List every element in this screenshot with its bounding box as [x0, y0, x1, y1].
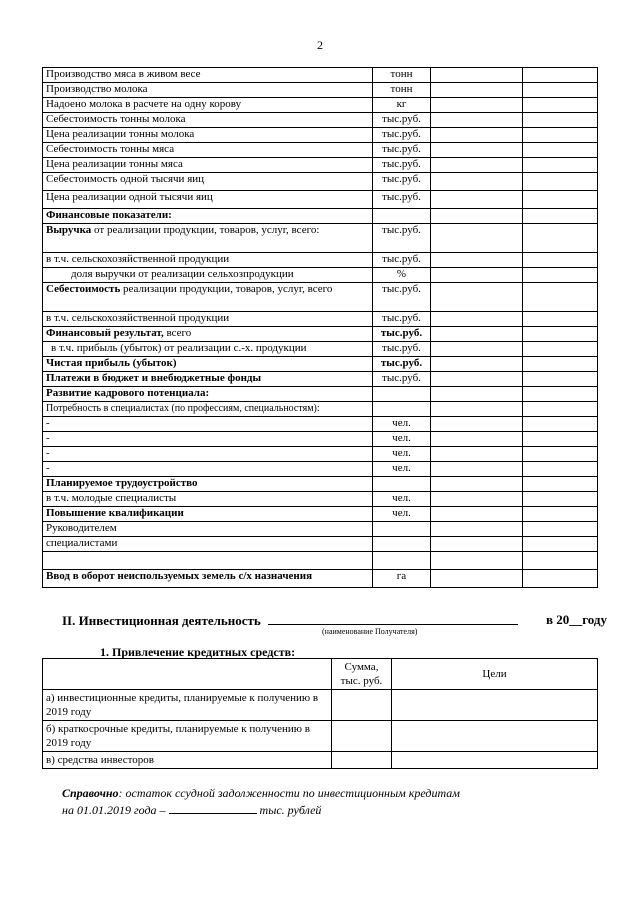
unit-cell: тыс.руб. [373, 357, 431, 372]
indicator-label: Планируемое трудоустройство [43, 477, 373, 492]
value-cell[interactable] [431, 68, 523, 83]
value-cell[interactable] [431, 447, 523, 462]
table-row [43, 477, 598, 492]
page-number: 2 [317, 38, 323, 52]
value-cell[interactable] [523, 387, 598, 402]
table-row [43, 209, 598, 224]
indicator-label: Выручка от реализации продукции, товаров, услуг, всего: [43, 224, 373, 253]
unit-cell: тыс.руб. [373, 342, 431, 357]
table-row [43, 224, 598, 253]
value-cell[interactable] [431, 357, 523, 372]
value-cell[interactable] [431, 83, 523, 98]
credit-row-label: а) инвестиционные кредиты, планируемые к получению в 2019 году [43, 690, 332, 721]
value-cell[interactable] [523, 417, 598, 432]
indicator-label: Цена реализации одной тысячи яиц [43, 191, 373, 209]
indicator-label: Ввод в оборот неиспользуемых земель с/х назначения [43, 570, 373, 588]
recipient-name-blank[interactable] [268, 612, 518, 625]
credit-heading: 1. Привлечение кредитных средств: [100, 645, 296, 659]
credit-goals-cell[interactable] [392, 721, 598, 752]
value-cell[interactable] [431, 283, 523, 312]
unit-cell: чел. [373, 507, 431, 522]
value-cell[interactable] [523, 447, 598, 462]
value-cell[interactable] [431, 128, 523, 143]
unit-cell: тыс.руб. [373, 372, 431, 387]
table-row [43, 507, 598, 522]
value-cell[interactable] [523, 209, 598, 224]
unit-cell: тыс.руб. [373, 128, 431, 143]
value-cell[interactable] [523, 372, 598, 387]
indicator-label: - [43, 447, 373, 462]
table-row [43, 432, 598, 447]
value-cell[interactable] [523, 522, 598, 537]
value-cell[interactable] [431, 402, 523, 417]
credit-sum-cell[interactable] [332, 690, 392, 721]
value-cell[interactable] [431, 253, 523, 268]
value-cell[interactable] [431, 507, 523, 522]
indicator-label: Себестоимость тонны мяса [43, 143, 373, 158]
unit-cell: га [373, 570, 431, 588]
investment-year: в 20__году [545, 612, 607, 627]
value-cell[interactable] [431, 312, 523, 327]
indicator-label: специалистами [43, 537, 373, 552]
value-cell[interactable] [523, 357, 598, 372]
table-row [43, 357, 598, 372]
indicator-label: Цена реализации тонны мяса [43, 158, 373, 173]
value-cell[interactable] [523, 68, 598, 83]
unit-cell: тыс.руб. [373, 283, 431, 312]
value-cell[interactable] [431, 387, 523, 402]
unit-cell: тыс.руб. [373, 158, 431, 173]
debt-amount-blank[interactable] [169, 802, 257, 814]
value-cell[interactable] [431, 224, 523, 253]
unit-cell: тыс.руб. [373, 327, 431, 342]
table-row [43, 342, 598, 357]
value-cell[interactable] [431, 417, 523, 432]
unit-cell [373, 552, 431, 570]
table-row [43, 158, 598, 173]
table-row [43, 417, 598, 432]
value-cell[interactable] [431, 143, 523, 158]
table-row [43, 83, 598, 98]
unit-cell: кг [373, 98, 431, 113]
indicator-label: Надоено молока в расчете на одну корову [43, 98, 373, 113]
credit-header-empty [43, 659, 332, 690]
indicator-label: Платежи в бюджет и внебюджетные фонды [43, 372, 373, 387]
table-row [43, 522, 598, 537]
value-cell[interactable] [523, 462, 598, 477]
table-row [43, 327, 598, 342]
credit-sum-cell[interactable] [332, 752, 392, 769]
unit-cell: чел. [373, 417, 431, 432]
unit-cell [373, 209, 431, 224]
table-row [43, 387, 598, 402]
table-row [43, 570, 598, 588]
value-cell[interactable] [523, 191, 598, 209]
value-cell[interactable] [523, 342, 598, 357]
value-cell[interactable] [431, 173, 523, 191]
indicator-label: Финансовый результат, всего [43, 327, 373, 342]
value-cell[interactable] [523, 128, 598, 143]
value-cell[interactable] [523, 477, 598, 492]
value-cell[interactable] [431, 113, 523, 128]
table-row [43, 68, 598, 83]
value-cell[interactable] [431, 268, 523, 283]
value-cell[interactable] [431, 372, 523, 387]
unit-cell: тыс.руб. [373, 173, 431, 191]
unit-cell [373, 537, 431, 552]
unit-cell: тонн [373, 68, 431, 83]
indicator-label: Производство мяса в живом весе [43, 68, 373, 83]
value-cell[interactable] [523, 402, 598, 417]
indicator-label: Развитие кадрового потенциала: [43, 387, 373, 402]
value-cell[interactable] [523, 537, 598, 552]
value-cell[interactable] [431, 158, 523, 173]
value-cell[interactable] [431, 570, 523, 588]
table-row [43, 492, 598, 507]
value-cell[interactable] [431, 209, 523, 224]
unit-cell: тонн [373, 83, 431, 98]
value-cell[interactable] [523, 158, 598, 173]
investment-title-text: II. Инвестиционная деятельность [62, 613, 261, 628]
table-row [43, 143, 598, 158]
value-cell[interactable] [431, 327, 523, 342]
unit-cell: тыс.руб. [373, 312, 431, 327]
unit-cell: тыс.руб. [373, 253, 431, 268]
reference-text-3: тыс. рублей [259, 803, 322, 817]
indicator-label: Чистая прибыль (убыток) [43, 357, 373, 372]
table-row [43, 312, 598, 327]
indicator-label: Потребность в специалистах (по профессиям, специальностям): [43, 402, 373, 417]
table-row [43, 128, 598, 143]
indicator-label: в т.ч. молодые специалисты [43, 492, 373, 507]
unit-cell: чел. [373, 447, 431, 462]
credit-goals-cell[interactable] [392, 752, 598, 769]
credit-row-label: в) средства инвесторов [43, 752, 332, 769]
credit-goals-cell[interactable] [392, 690, 598, 721]
table-row [43, 402, 598, 417]
indicator-label: - [43, 462, 373, 477]
unit-cell: чел. [373, 492, 431, 507]
reference-label: Справочно [62, 786, 119, 800]
indicator-label [43, 552, 373, 570]
value-cell[interactable] [523, 83, 598, 98]
value-cell[interactable] [431, 432, 523, 447]
indicator-label: Повышение квалификации [43, 507, 373, 522]
table-row [43, 537, 598, 552]
unit-cell [373, 477, 431, 492]
table-row [43, 552, 598, 570]
value-cell[interactable] [431, 537, 523, 552]
table-row [43, 173, 598, 191]
unit-cell: чел. [373, 462, 431, 477]
value-cell[interactable] [523, 570, 598, 588]
value-cell[interactable] [523, 113, 598, 128]
table-row [43, 283, 598, 312]
unit-cell [373, 387, 431, 402]
table-row [43, 462, 598, 477]
indicator-label: доля выручки от реализации сельхозпродукции [43, 268, 373, 283]
value-cell[interactable] [431, 191, 523, 209]
table-row [43, 113, 598, 128]
reference-text-1: : остаток ссудной задолженности по инвестиционным кредитам [118, 786, 460, 800]
value-cell[interactable] [523, 143, 598, 158]
credit-header-goals: Цели [392, 659, 598, 690]
unit-cell: чел. [373, 432, 431, 447]
table-row [43, 191, 598, 209]
indicator-label: Руководителем [43, 522, 373, 537]
indicator-label: - [43, 432, 373, 447]
value-cell[interactable] [431, 342, 523, 357]
indicator-label: в т.ч. прибыль (убыток) от реализации с.-х. продукции [43, 342, 373, 357]
unit-cell: тыс.руб. [373, 224, 431, 253]
indicator-label: Себестоимость реализации продукции, товаров, услуг, всего [43, 283, 373, 312]
indicators-table [42, 67, 598, 588]
value-cell[interactable] [523, 552, 598, 570]
recipient-name-note: (наименование Получателя) [322, 627, 418, 636]
unit-cell: тыс.руб. [373, 143, 431, 158]
value-cell[interactable] [523, 268, 598, 283]
value-cell[interactable] [431, 492, 523, 507]
value-cell[interactable] [523, 327, 598, 342]
unit-cell: тыс.руб. [373, 113, 431, 128]
indicator-label: в т.ч. сельскохозяйственной продукции [43, 312, 373, 327]
value-cell[interactable] [431, 522, 523, 537]
table-row [43, 372, 598, 387]
credit-sum-cell[interactable] [332, 721, 392, 752]
value-cell[interactable] [523, 507, 598, 522]
reference-note [62, 785, 582, 819]
credit-row-label: б) краткосрочные кредиты, планируемые к получению в 2019 году [43, 721, 332, 752]
unit-cell [373, 402, 431, 417]
value-cell[interactable] [523, 492, 598, 507]
value-cell[interactable] [523, 224, 598, 253]
indicator-label: - [43, 417, 373, 432]
table-row [43, 447, 598, 462]
value-cell[interactable] [523, 98, 598, 113]
value-cell[interactable] [523, 312, 598, 327]
unit-cell [373, 522, 431, 537]
unit-cell: тыс.руб. [373, 191, 431, 209]
table-row [43, 98, 598, 113]
table-row [43, 268, 598, 283]
value-cell[interactable] [431, 98, 523, 113]
indicator-label: в т.ч. сельскохозяйственной продукции [43, 253, 373, 268]
indicator-label: Себестоимость тонны молока [43, 113, 373, 128]
unit-cell: % [373, 268, 431, 283]
value-cell[interactable] [431, 477, 523, 492]
value-cell[interactable] [523, 432, 598, 447]
credit-header-sum: Сумма, тыс. руб. [332, 659, 392, 690]
value-cell[interactable] [523, 253, 598, 268]
reference-text-2: на 01.01.2019 года – [62, 803, 166, 817]
value-cell[interactable] [431, 462, 523, 477]
indicator-label: Себестоимость одной тысячи яиц [43, 173, 373, 191]
value-cell[interactable] [523, 173, 598, 191]
table-row [43, 253, 598, 268]
credit-table [42, 658, 598, 769]
indicator-label: Финансовые показатели: [43, 209, 373, 224]
value-cell[interactable] [431, 552, 523, 570]
indicator-label: Производство молока [43, 83, 373, 98]
value-cell[interactable] [523, 283, 598, 312]
indicator-label: Цена реализации тонны молока [43, 128, 373, 143]
